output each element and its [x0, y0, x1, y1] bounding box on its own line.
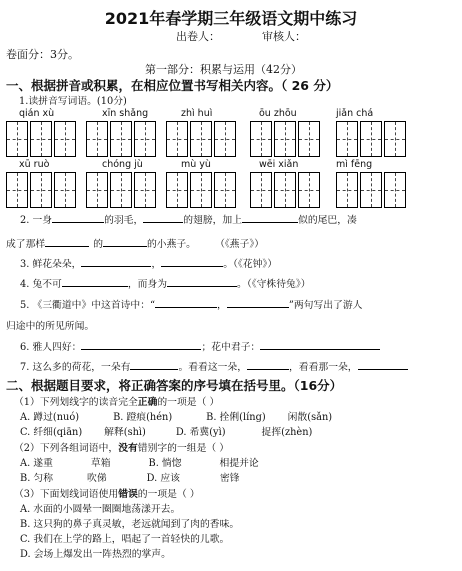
pinyin-9: wēi xiǎn: [259, 159, 299, 170]
question-2-line-2: 成了那样 的 的小燕子。 （《燕子》）: [6, 236, 264, 250]
pinyin-5: jiǎn chá: [336, 108, 374, 119]
writing-grid-3[interactable]: [166, 121, 236, 157]
score-note: 卷面分：3分。: [6, 48, 79, 61]
pinyin-2: xīn shǎng: [102, 108, 149, 119]
s2-q1: （1）下列划线字的读音完全正确的一项是（ ）: [14, 397, 220, 408]
question-6: 6. 雅人四好： ；花中君子：: [20, 339, 380, 353]
writing-grid-5[interactable]: [336, 121, 406, 157]
s2-q3-option-c: C. 我们在上学的路上，唱起了一首轻快的儿歌。: [20, 534, 230, 545]
writing-grid-9[interactable]: [250, 172, 320, 208]
s2-q3-option-a: A. 水面的小圆晕一圈圈地荡漾开去。: [20, 504, 181, 515]
pinyin-10: mì fēng: [336, 159, 373, 170]
page-title: 2021年春学期三年级语文期中练习: [104, 9, 358, 28]
pinyin-3: zhì huì: [181, 108, 213, 119]
question-3: 3. 鲜花朵朵， ， 。（《花钟》）: [20, 256, 277, 270]
pinyin-4: ōu zhōu: [259, 108, 297, 119]
writing-grid-1[interactable]: [6, 121, 76, 157]
writing-grid-10[interactable]: [336, 172, 406, 208]
setter-label: 出卷人：: [176, 30, 220, 43]
s2-q3-option-d: D. 会场上爆发出一阵热烈的掌声。: [20, 549, 171, 560]
part1-title: 第一部分：积累与运用（42分）: [145, 63, 302, 76]
section1-title: 一、根据拼音或积累，在相应位置书写相关内容。（ 26 分）: [6, 78, 339, 93]
pinyin-1: qián xù: [19, 108, 55, 119]
reviewer-label: 审核人：: [262, 30, 306, 43]
question-7: 7. 这么多的荷花，一朵有 。看看这一朵， ，看看那一朵，: [20, 359, 408, 373]
s2-q2-options-2: B. 匀称 吹俤 D. 应该 密锋: [20, 473, 240, 484]
question-5-line-1: 5. 《三衢道中》中这首诗中：“ ， ”两句写出了游人: [20, 297, 362, 311]
question-4: 4. 兔不可 ，而身为 。（《守株待兔》）: [20, 276, 311, 290]
s2-q2-options-1: A. 遂重 草箱 B. 惝惚 相提并论: [20, 458, 259, 469]
question-2-line-1: 2. 一身 的羽毛， 的翅膀，加上 似的尾巴，凑: [20, 212, 357, 226]
writing-grid-7[interactable]: [86, 172, 156, 208]
s2-q3: （3）下面划线词语使用错误的一项是（ ）: [14, 489, 200, 500]
writing-grid-8[interactable]: [166, 172, 236, 208]
question-5-line-2: 归途中的所见所闻。: [6, 321, 95, 332]
q1-label: 1.读拼音写词语。(10分): [19, 96, 127, 107]
s2-q3-option-b: B. 这只狗的鼻子真灵敏，老远就闻到了肉的香味。: [20, 519, 240, 530]
s2-q1-options-1: A. 蹲过(nuó) B. 蹬痕(hén) B. 拴俐(líng) 闲散(sǎn): [20, 412, 333, 423]
pinyin-8: mù yù: [181, 159, 211, 170]
writing-grid-2[interactable]: [86, 121, 156, 157]
writing-grid-6[interactable]: [6, 172, 76, 208]
pinyin-7: chóng jù: [102, 159, 143, 170]
section2-title: 二、根据题目要求，将正确答案的序号填在括号里。（16分）: [6, 378, 343, 393]
pinyin-6: xū ruò: [19, 159, 50, 170]
writing-grid-4[interactable]: [250, 121, 320, 157]
s2-q1-options-2: C. 纤细(qiān) 解释(shì) D. 希冀(yì) 捉挥(zhèn): [20, 427, 313, 438]
s2-q2: （2）下列各组词语中，没有错别字的一组是（ ）: [14, 443, 230, 454]
